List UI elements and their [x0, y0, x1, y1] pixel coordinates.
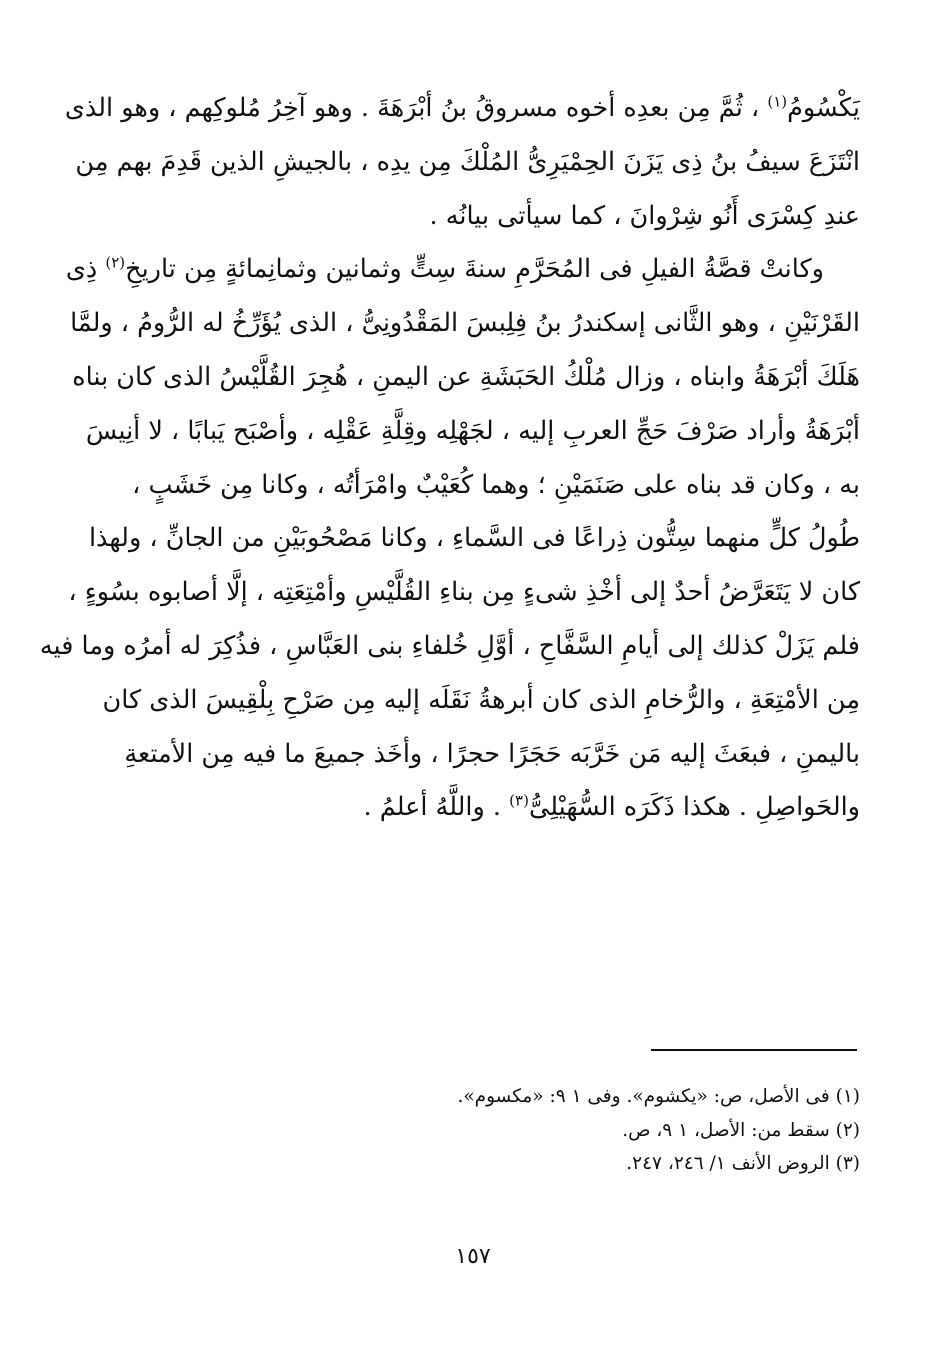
page-number: ١٥٧: [455, 1244, 491, 1269]
text-line: طُولُ كلٍّ منهما سِتُّون ذِراعًا فى السَّماءِ ، وكانا مَصْحُوبَيْنِ من الجانِّ ، ولهذا: [88, 523, 860, 554]
main-text: [39, 82, 860, 835]
footnote-marker: (٢): [105, 253, 126, 272]
text-line: باليمنِ ، فبعَثَ إليه مَن خَرَّبَه حَجَرًا حجرًا ، وأخَذ جميعَ ما فيه مِن الأمتعةِ: [124, 738, 860, 769]
text-line: هَلَكَ أبْرَهَةُ وابناه ، وزال مُلْكُ الحَبَشَةِ عن اليمنِ ، هُجِرَ القُلَّيْسُ الذى كان بناه: [72, 361, 860, 392]
paragraph-1: [64, 82, 860, 243]
paragraph-2: [39, 243, 860, 835]
footnote-marker: (٣): [509, 791, 529, 810]
footnotes: [300, 1080, 860, 1181]
footnote-marker: (١): [767, 92, 788, 111]
text-line: كان لا يَتَعَرَّضُ أحدٌ إلى أخْذِ شىءٍ مِن بناءِ القُلَّيْسِ وأمْتِعَتِه ، إلَّا أصابوه بسُوءٍ ،: [68, 577, 860, 608]
text-line: والحَواصِلِ . هكذا ذَكَرَه السُّهَيْلِىُّ$^{(٣)}$ . واللَّهُ أعلمُ .: [363, 791, 860, 823]
text-line: به ، وكان قد بناه على صَنَمَيْنِ ؛ وهما كُعَيْبٌ وامْرَأتُه ، وكانا مِن خَشَبٍ ،: [132, 469, 860, 500]
text-line: فلم يَزَلْ كذلك إلى أيامِ السَّفَّاحِ ، أوَّلِ خُلفاءِ بنى العَبَّاسِ ، فذُكِرَ له أمرُه وما فيه: [39, 630, 860, 661]
footnote-1: (١) فى الأصل، ص: «يكشوم». وفى ١ ٩: «مكسوم».: [457, 1086, 860, 1107]
footnote-separator: [651, 1049, 857, 1051]
text-line: مِن الأمْتِعَةِ ، والرُّخامِ الذى كان أبرهةُ نَقَلَه إليه مِن صَرْحِ بِلْقِيسَ الذى كان: [102, 684, 860, 715]
text-line: يَكْسُومُ$^{(١)}$ ، ثُمَّ مِن بعدِه أخوه مسروقُ بنُ أبْرَهَةَ . وهو آخِرُ مُلوكِهم ، وهو الذى: [64, 92, 860, 123]
text-line: أبْرَهَةُ وأراد صَرْفَ حَجِّ العربِ إليه ، لجَهْلِه وقِلَّةِ عَقْلِه ، وأصْبَح يَبابًا ، لا أنِيسَ: [85, 415, 860, 446]
text-line: وكانتْ قصَّةُ الفيلِ فى المُحَرَّمِ سنةَ سِتٍّ وثمانين وثمانِمائةٍ مِن تاريخِ$^{(٢)}$ ذِى: [65, 253, 824, 285]
footnote-3: (٣) الروض الأنف ١/ ٢٤٦، ٢٤٧.: [626, 1153, 860, 1174]
footnote-2: (٢) سقط من: الأصل، ١ ٩، ص.: [622, 1119, 860, 1141]
text-line: انْتَزَعَ سيفُ بنُ ذِى يَزَنَ الحِمْيَرِىُّ المُلْكَ مِن يدِه ، بالجيشِ الذين قَدِمَ بهم مِن: [75, 146, 860, 177]
text-line: القَرْنَيْنِ ، وهو الثَّانى إسكندرُ بنُ فِلِبسَ المَقْدُونِىُّ ، الذى يُؤَرِّخُ له الرُّومُ ، ولمَّا: [70, 308, 860, 339]
text-line: عندِ كِسْرَى أَنُو شِرْوانَ ، كما سيأتى بيانُه .: [429, 200, 860, 231]
